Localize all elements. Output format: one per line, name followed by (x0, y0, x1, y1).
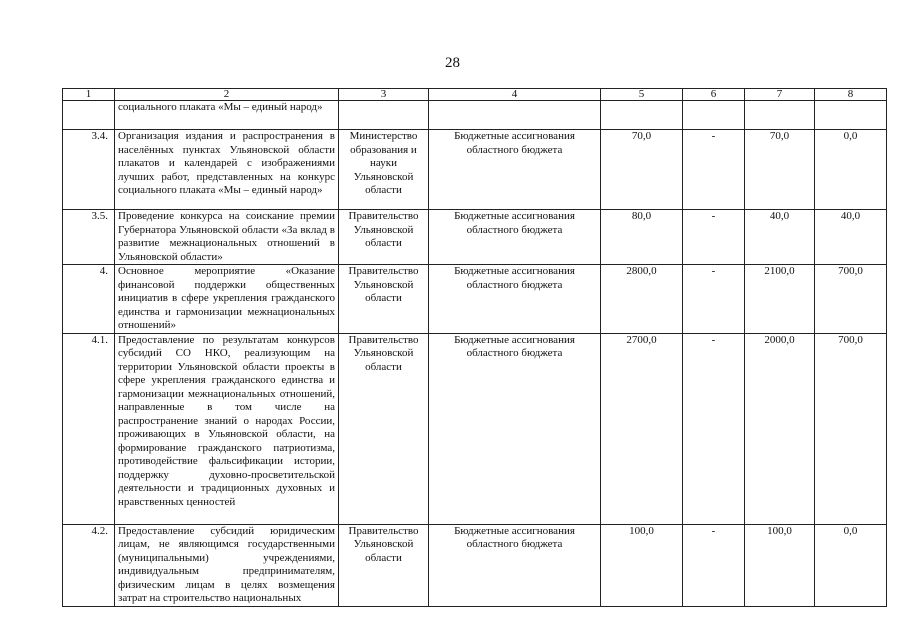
row-col7: 2100,0 (745, 265, 815, 334)
row-col7: 40,0 (745, 210, 815, 265)
row-col6: - (683, 130, 745, 210)
row-source: Бюджетные ассигнования областного бюджета (429, 210, 601, 265)
row-col8 (815, 101, 887, 130)
row-col7 (745, 101, 815, 130)
row-source: Бюджетные ассигнования областного бюджета (429, 130, 601, 210)
row-source: Бюджетные ассигнования областного бюджета (429, 265, 601, 334)
row-name: Предоставление по результатам конкурсов субсидий СО НКО, реализующим на территории Ульяновской области проекты в сфере укрепления гражданского единства и гармонизации межнациональных отношений, направленные в том числе на распространение знаний о народах России, проживающих в Ульяновской области, на формирование гражданского патриотизма, противодействие фальсификации истории, поддержку духовно-просветительской деятельности и традиционных духовных и нравственных ценностей (115, 333, 339, 524)
row-col7: 2000,0 (745, 333, 815, 524)
table-row (63, 265, 887, 334)
row-responsible: Министерство образования и науки Ульяновской области (339, 130, 429, 210)
row-total: 80,0 (601, 210, 683, 265)
row-col8: 700,0 (815, 265, 887, 334)
row-col6 (683, 101, 745, 130)
row-number: 4. (63, 265, 115, 334)
row-col6: - (683, 210, 745, 265)
table-row (63, 333, 887, 524)
header-cell: 4 (429, 89, 601, 101)
row-number: 3.5. (63, 210, 115, 265)
header-cell: 6 (683, 89, 745, 101)
table-row (63, 130, 887, 210)
row-responsible: Правительство Ульяновской области (339, 210, 429, 265)
header-cell: 8 (815, 89, 887, 101)
row-total: 70,0 (601, 130, 683, 210)
row-col8: 40,0 (815, 210, 887, 265)
row-col6: - (683, 524, 745, 606)
header-cell: 2 (115, 89, 339, 101)
row-col6: - (683, 265, 745, 334)
header-cell: 3 (339, 89, 429, 101)
row-responsible: Правительство Ульяновской области (339, 333, 429, 524)
row-col8: 0,0 (815, 130, 887, 210)
row-responsible: Правительство Ульяновской области (339, 524, 429, 606)
page-number: 28 (445, 55, 460, 71)
row-number: 4.1. (63, 333, 115, 524)
row-name: Предоставление субсидий юридическим лицам, не являющимся государственными (муниципальными) учреждениями, индивидуальным предпринимателям, физическим лицам в целях возмещения затрат на строительство национальных (115, 524, 339, 606)
row-col6: - (683, 333, 745, 524)
row-col8: 0,0 (815, 524, 887, 606)
header-cell: 1 (63, 89, 115, 101)
table-header-row (63, 89, 887, 101)
row-total (601, 101, 683, 130)
table-row (63, 524, 887, 606)
row-source: Бюджетные ассигнования областного бюджета (429, 333, 601, 524)
header-cell: 5 (601, 89, 683, 101)
row-source: Бюджетные ассигнования областного бюджета (429, 524, 601, 606)
row-responsible: Правительство Ульяновской области (339, 265, 429, 334)
row-name: социального плаката «Мы – единый народ» (115, 101, 339, 130)
budget-table (62, 88, 887, 607)
table-row (63, 210, 887, 265)
table-row (63, 101, 887, 130)
row-source (429, 101, 601, 130)
row-total: 100,0 (601, 524, 683, 606)
row-col7: 100,0 (745, 524, 815, 606)
row-name: Основное мероприятие «Оказание финансовой поддержки общественных инициатив в сфере укрепления гражданского единства и гармонизации межнациональных отношений» (115, 265, 339, 334)
row-responsible (339, 101, 429, 130)
row-col7: 70,0 (745, 130, 815, 210)
row-col8: 700,0 (815, 333, 887, 524)
row-name: Проведение конкурса на соискание премии Губернатора Ульяновской области «За вклад в развитие межнациональных отношений в Ульяновской области» (115, 210, 339, 265)
row-number (63, 101, 115, 130)
row-name: Организация издания и распространения в населённых пунктах Ульяновской области плакатов и календарей с изображениями лучших работ, представленных на конкурс социального плаката «Мы – единый народ» (115, 130, 339, 210)
row-total: 2800,0 (601, 265, 683, 334)
header-cell: 7 (745, 89, 815, 101)
row-total: 2700,0 (601, 333, 683, 524)
row-number: 4.2. (63, 524, 115, 606)
row-number: 3.4. (63, 130, 115, 210)
